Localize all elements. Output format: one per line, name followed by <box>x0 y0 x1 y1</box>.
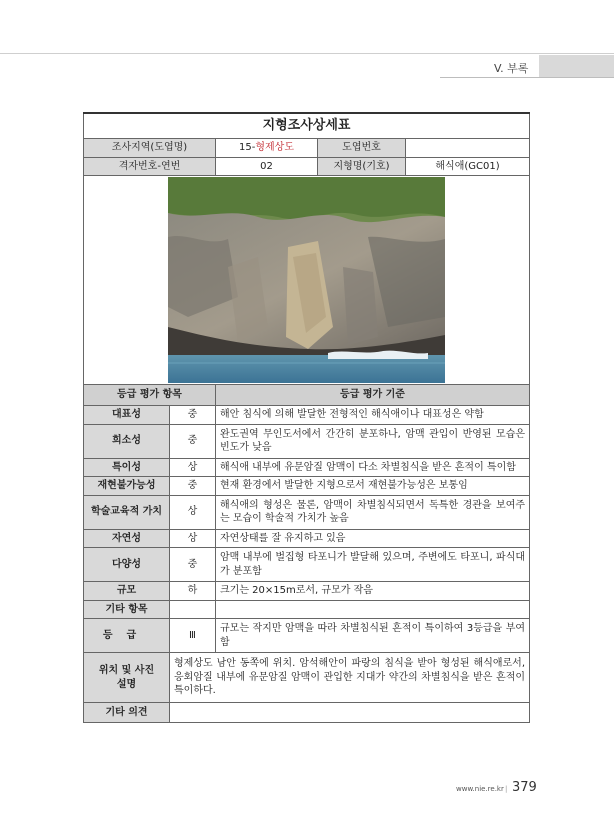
eval-item: 기타 항목 <box>84 600 170 619</box>
sea-cliff-photo-image <box>168 177 445 383</box>
eval-grade: 중 <box>170 548 216 582</box>
eval-item: 희소성 <box>84 424 170 458</box>
eval-grade: 중 <box>170 477 216 496</box>
map-number-label: 도엽번호 <box>318 139 406 158</box>
section-header: V. 부록 <box>494 62 529 75</box>
eval-item-header: 등급 평가 항목 <box>84 385 216 406</box>
photo-cell <box>84 176 530 385</box>
eval-item-final-grade: 등급 <box>84 619 170 653</box>
eval-criteria-final: 규모는 작지만 암맥을 따라 차별침식된 흔적이 특이하여 3등급을 부여함 <box>216 619 530 653</box>
eval-item: 다양성 <box>84 548 170 582</box>
eval-grade: 상 <box>170 458 216 477</box>
page-number: 379 <box>512 780 537 795</box>
eval-criteria: 해안 침식에 의해 발달한 전형적인 해식애이나 대표성은 약함 <box>216 406 530 425</box>
eval-grade: 상 <box>170 495 216 529</box>
eval-item: 자연성 <box>84 529 170 548</box>
eval-item: 규모 <box>84 582 170 601</box>
eval-criteria: 암맥 내부에 벌집형 타포니가 발달해 있으며, 주변에도 타포니, 파식대가 분포함 <box>216 548 530 582</box>
eval-item: 대표성 <box>84 406 170 425</box>
sheet-title: 지형조사상세표 <box>84 113 530 139</box>
sea-cliff-photo <box>168 177 445 383</box>
footer-url: www.nie.re.kr <box>456 785 504 793</box>
eval-criteria <box>216 600 530 619</box>
eval-item: 특이성 <box>84 458 170 477</box>
map-number-value <box>406 139 530 158</box>
eval-grade: 중 <box>170 406 216 425</box>
header-underline <box>440 77 614 78</box>
section-tab <box>539 55 614 77</box>
eval-grade: 하 <box>170 582 216 601</box>
eval-criteria: 크기는 20×15m로서, 규모가 작음 <box>216 582 530 601</box>
eval-criteria: 해식애 내부에 유문암질 암맥이 다소 차별침식을 받은 흔적이 특이함 <box>216 458 530 477</box>
other-opinion-value <box>170 703 530 723</box>
eval-criteria: 완도권역 무인도서에서 간간히 분포하나, 암맥 관입이 반영된 모습은 빈도가 낮음 <box>216 424 530 458</box>
eval-criteria: 현재 환경에서 발달한 지형으로서 재현불가능성은 보통임 <box>216 477 530 496</box>
eval-grade-final: Ⅲ <box>170 619 216 653</box>
top-rule <box>0 53 614 54</box>
eval-grade: 중 <box>170 424 216 458</box>
footer-separator: | <box>505 785 508 793</box>
eval-criteria: 해식애의 형성은 물론, 암맥이 차별침식되면서 독특한 경관을 보여주는 모습이 학술적 가치가 높음 <box>216 495 530 529</box>
location-label: 위치 및 사진 설명 <box>84 653 170 703</box>
survey-detail-table <box>83 112 530 723</box>
survey-area-label: 조사지역(도엽명) <box>84 139 216 158</box>
eval-item: 학술교육적 가치 <box>84 495 170 529</box>
eval-grade <box>170 600 216 619</box>
grid-number-label: 격자번호-연번 <box>84 157 216 176</box>
eval-grade: 상 <box>170 529 216 548</box>
eval-item: 재현불가능성 <box>84 477 170 496</box>
grid-number-value: 02 <box>216 157 318 176</box>
location-description: 형제상도 남안 동쪽에 위치. 암석해안이 파랑의 침식을 받아 형성된 해식애로서, 응회암질 내부에 유문암질 암맥이 관입한 지대가 약간의 차별침식을 받은 흔적이 특이하다. <box>170 653 530 703</box>
survey-area-name: 형제상도 <box>255 142 294 153</box>
eval-criteria: 자연상태를 잘 유지하고 있음 <box>216 529 530 548</box>
other-opinion-label: 기타 의견 <box>84 703 170 723</box>
landform-label: 지형명(기호) <box>318 157 406 176</box>
survey-area-prefix: 15- <box>239 142 256 153</box>
eval-criteria-header: 등급 평가 기준 <box>216 385 530 406</box>
landform-value: 해식애(GC01) <box>406 157 530 176</box>
survey-area-value <box>216 139 318 158</box>
